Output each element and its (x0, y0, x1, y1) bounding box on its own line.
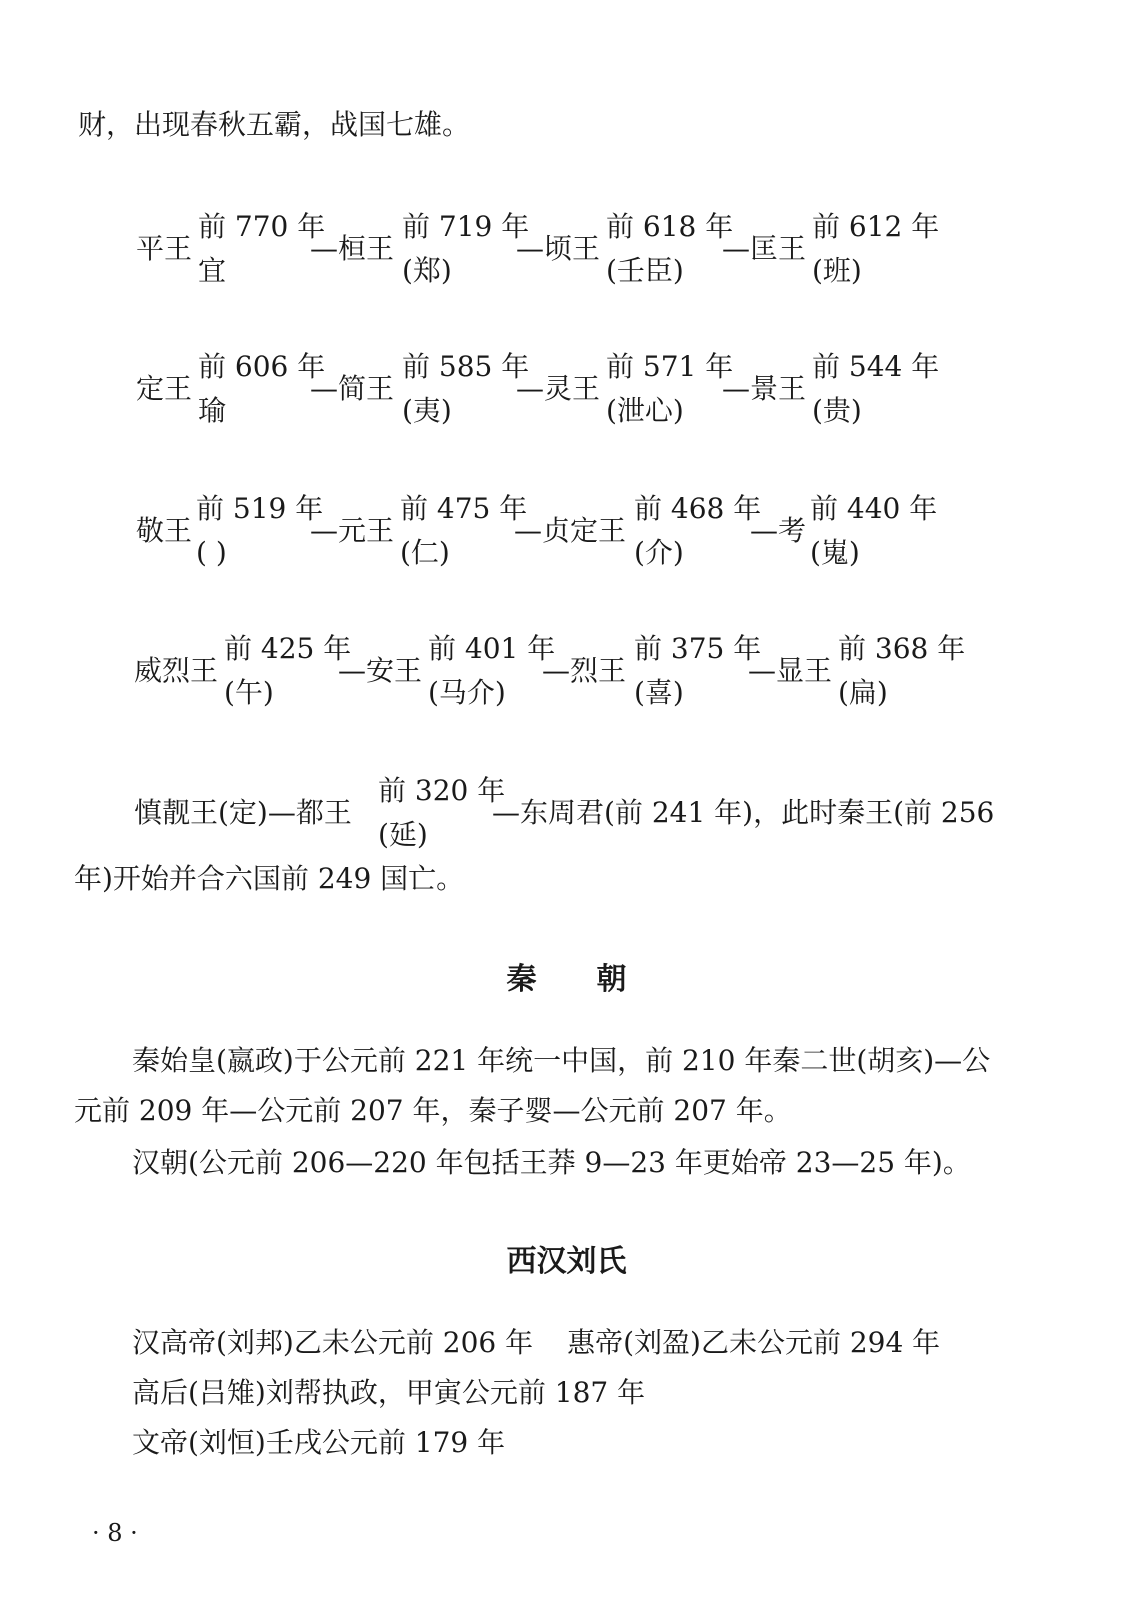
personal-name: (仁) (400, 536, 450, 569)
section-heading-qin: 秦 朝 (506, 962, 627, 997)
section-heading-western-han: 西汉刘氏 (506, 1244, 627, 1279)
king-name: —灵王 (516, 372, 601, 405)
king-name: —烈王 (542, 654, 627, 687)
genealogy-row-1 (0, 212, 1133, 292)
personal-name: ( ) (196, 536, 227, 569)
king-name: 敬王 (136, 514, 193, 547)
king-name: —安王 (338, 654, 423, 687)
king-name: —显王 (748, 654, 833, 687)
personal-name: (壬臣) (606, 254, 684, 287)
paragraph-line: 汉朝(公元前 206—220 年包括王莽 9—23 年更始帝 23—25 年)。 (132, 1146, 971, 1179)
personal-name: (夷) (402, 394, 452, 427)
entry-huidi: 惠帝(刘盈)乙未公元前 294 年 (567, 1326, 941, 1359)
page-number: · 8 · (92, 1519, 138, 1547)
reign-year: 前 320 年 (378, 774, 506, 807)
king-name: —顷王 (516, 232, 601, 265)
reign-year: 前 425 年 (224, 632, 352, 665)
genealogy-row-5 (0, 776, 1133, 856)
entry-gaozu: 汉高帝(刘邦)乙未公元前 206 年 (132, 1326, 534, 1359)
paragraph-line (0, 1326, 1133, 1360)
king-name: 威烈王 (134, 654, 219, 687)
genealogy-row-4 (0, 634, 1133, 714)
reign-year: 前 571 年 (606, 350, 734, 383)
reign-year: 前 770 年 (198, 210, 326, 243)
continuation-line: 年)开始并合六国前 249 国亡。 (74, 862, 465, 895)
paragraph-line: 文帝(刘恒)壬戌公元前 179 年 (132, 1426, 506, 1459)
personal-name: (郑) (402, 254, 452, 287)
king-name: —简王 (310, 372, 395, 405)
personal-name: (延) (378, 818, 428, 851)
paragraph-line: 元前 209 年—公元前 207 年，秦子婴—公元前 207 年。 (74, 1094, 792, 1127)
personal-name: (贵) (812, 394, 862, 427)
king-name: —桓王 (310, 232, 395, 265)
king-name: —贞定王 (514, 514, 627, 547)
reign-year: 前 440 年 (810, 492, 938, 525)
personal-name: (介) (634, 536, 684, 569)
genealogy-row-3 (0, 494, 1133, 574)
personal-name: 瑜 (198, 394, 227, 427)
king-name: 平王 (136, 232, 193, 265)
personal-name: (嵬) (810, 536, 860, 569)
reign-year: 前 606 年 (198, 350, 326, 383)
king-name: 定王 (136, 372, 193, 405)
reign-year: 前 375 年 (634, 632, 762, 665)
personal-name: (马介) (428, 676, 506, 709)
reign-year: 前 544 年 (812, 350, 940, 383)
reign-year: 前 368 年 (838, 632, 966, 665)
intro-line: 财，出现春秋五霸，战国七雄。 (78, 108, 471, 141)
personal-name: (班) (812, 254, 862, 287)
personal-name: 宜 (198, 254, 227, 287)
personal-name: (午) (224, 676, 274, 709)
paragraph-line: 秦始皇(嬴政)于公元前 221 年统一中国，前 210 年秦二世(胡亥)—公 (132, 1044, 991, 1077)
king-name: —考 (750, 514, 807, 547)
paragraph-line: 高后(吕雉)刘帮执政，甲寅公元前 187 年 (132, 1376, 646, 1409)
genealogy-row-2 (0, 352, 1133, 432)
king-name: —元王 (310, 514, 395, 547)
king-sequence-continued: —东周君(前 241 年)，此时秦王(前 256 (492, 796, 995, 829)
personal-name: (喜) (634, 676, 684, 709)
reign-year: 前 519 年 (196, 492, 324, 525)
reign-year: 前 612 年 (812, 210, 940, 243)
reign-year: 前 401 年 (428, 632, 556, 665)
reign-year: 前 719 年 (402, 210, 530, 243)
personal-name: (泄心) (606, 394, 684, 427)
reign-year: 前 475 年 (400, 492, 528, 525)
king-name: —景王 (722, 372, 807, 405)
king-sequence: 慎靓王(定)—都王 (134, 796, 352, 829)
personal-name: (扁) (838, 676, 888, 709)
reign-year: 前 468 年 (634, 492, 762, 525)
reign-year: 前 618 年 (606, 210, 734, 243)
king-name: —匡王 (722, 232, 807, 265)
reign-year: 前 585 年 (402, 350, 530, 383)
